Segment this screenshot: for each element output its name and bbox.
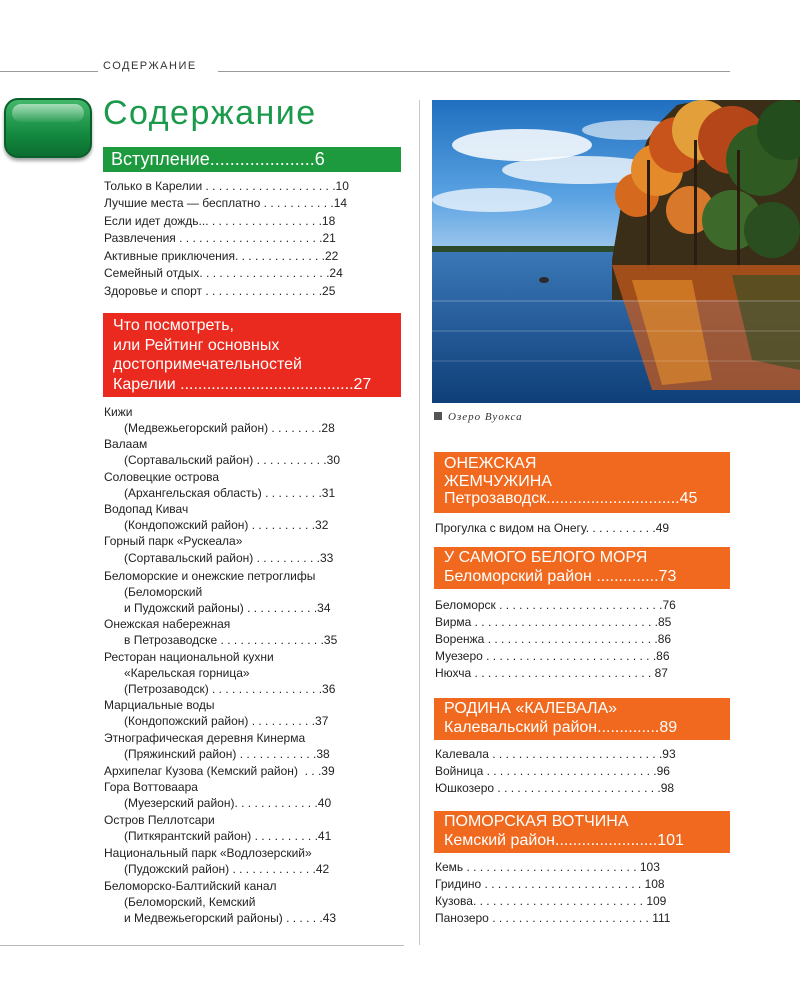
toc-entry[interactable]: Остров Пеллотсари [104, 813, 215, 827]
toc-entry[interactable]: (Сортавальский район) . . . . . . . . . . .30 [104, 453, 340, 467]
toc-entry[interactable]: Гора Воттоваара [104, 780, 198, 794]
toc-entry[interactable]: Здоровье и спорт . . . . . . . . . . . . . . . . . .25 [104, 284, 336, 298]
photo-caption-text: Озеро Вуокса [448, 411, 523, 423]
toc-bar-pomor-line: ПОМОРСКАЯ ВОТЧИНА [444, 813, 629, 830]
toc-bar-intro[interactable] [103, 147, 401, 172]
toc-bar-sights-line: или Рейтинг основных [113, 336, 280, 354]
toc-entry[interactable]: Соловецкие острова [104, 470, 220, 484]
toc-entry[interactable]: Нюхча . . . . . . . . . . . . . . . . . . . . . . . . . . . 87 [435, 666, 668, 680]
toc-entry[interactable]: Водопад Кивач [104, 502, 189, 516]
caption-square-icon [434, 412, 442, 420]
toc-entry[interactable]: Воренжа . . . . . . . . . . . . . . . . . . . . . . . . . .86 [435, 632, 672, 646]
toc-entry[interactable]: Национальный парк «Водлозерский» [104, 846, 312, 860]
toc-entry[interactable]: Беломорск . . . . . . . . . . . . . . . . . . . . . . . . .76 [435, 598, 676, 612]
toc-entry[interactable]: Онежская набережная [104, 617, 231, 631]
toc-bar-sights[interactable] [103, 313, 401, 397]
bottom-rule [0, 945, 404, 946]
toc-entry[interactable]: Муезеро . . . . . . . . . . . . . . . . . . . . . . . . . .86 [435, 649, 670, 663]
toc-entry[interactable]: и Пудожский районы) . . . . . . . . . . .34 [104, 601, 331, 615]
toc-entry[interactable]: Только в Карелии . . . . . . . . . . . . . . . . . . . .10 [104, 179, 349, 193]
toc-entry[interactable]: Этнографическая деревня Кинерма [104, 731, 306, 745]
toc-entry[interactable]: Если идет дождь... . . . . . . . . . . . . . . . . .18 [104, 214, 336, 228]
toc-entry[interactable]: Юшкозеро . . . . . . . . . . . . . . . . . . . . . . . . .98 [435, 781, 675, 795]
toc-entry[interactable]: Беломорско-Балтийский канал [104, 879, 277, 893]
lake-vuoksa-photo [432, 100, 800, 403]
toc-entry[interactable]: (Архангельская область) . . . . . . . . .31 [104, 486, 336, 500]
toc-entry[interactable]: (Кондопожский район) . . . . . . . . . .32 [104, 518, 329, 532]
toc-entry[interactable]: Вирма . . . . . . . . . . . . . . . . . . . . . . . . . . . .85 [435, 615, 672, 629]
toc-entry[interactable]: (Беломорский [104, 585, 203, 599]
header-rule-right [218, 71, 730, 72]
toc-entry[interactable]: (Петрозаводск) . . . . . . . . . . . . . . . . .36 [104, 682, 336, 696]
toc-entry[interactable]: и Медвежьегорский районы) . . . . . .43 [104, 911, 337, 925]
toc-entry[interactable]: (Беломорский, Кемский [104, 895, 256, 909]
toc-bar-sights-line: достопримечательностей [113, 356, 302, 373]
toc-bar-onega-line: ОНЕЖСКАЯ [444, 455, 537, 472]
toc-entry[interactable]: Калевала . . . . . . . . . . . . . . . . . . . . . . . . . .93 [435, 747, 676, 761]
toc-entry[interactable]: Кузова. . . . . . . . . . . . . . . . . . . . . . . . . . 109 [435, 894, 667, 908]
toc-bar-kalevala-line: РОДИНА «КАЛЕВАЛА» [444, 700, 618, 717]
toc-entry[interactable]: Кемь . . . . . . . . . . . . . . . . . . . . . . . . . . 103 [435, 860, 660, 874]
toc-entry[interactable]: (Медвежьегорский район) . . . . . . . .28 [104, 421, 335, 435]
toc-entry[interactable]: Войница . . . . . . . . . . . . . . . . . . . . . . . . . .96 [435, 764, 670, 778]
page-title: Содержание [103, 94, 317, 132]
photo-caption [434, 411, 523, 423]
toc-entry[interactable]: Семейный отдых. . . . . . . . . . . . . . . . . . . .24 [104, 266, 343, 280]
toc-entry[interactable]: Марциальные воды [104, 698, 215, 712]
toc-entry[interactable]: Кижи [104, 405, 133, 419]
toc-entry[interactable]: (Муезерский район). . . . . . . . . . . . .40 [104, 796, 332, 810]
toc-entry[interactable]: Беломорские и онежские петроглифы [104, 569, 316, 583]
toc-entry[interactable]: (Сортавальский район) . . . . . . . . . .33 [104, 551, 334, 565]
toc-entry[interactable]: Ресторан национальной кухни [104, 650, 274, 664]
toc-entry[interactable]: Гридино . . . . . . . . . . . . . . . . . . . . . . . . 108 [435, 877, 665, 891]
toc-bar-onega[interactable] [434, 452, 730, 513]
running-header: СОДЕРЖАНИЕ [103, 60, 197, 72]
toc-bar-sights-line: Карелии .......................................27 [113, 375, 372, 393]
toc-entry[interactable]: Развлечения . . . . . . . . . . . . . . . . . . . . . .21 [104, 231, 336, 245]
toc-bar-white-sea-line: У САМОГО БЕЛОГО МОРЯ [444, 549, 648, 566]
toc-bar-pomor-line: Кемский район.......................101 [444, 831, 684, 849]
toc-entry[interactable]: Валаам [104, 437, 148, 451]
column-divider [419, 100, 420, 945]
toc-entry[interactable]: в Петрозаводске . . . . . . . . . . . . . . . .35 [104, 633, 338, 647]
toc-bar-onega-line: Петрозаводск..............................45 [444, 490, 698, 507]
toc-bar-pomor[interactable] [434, 811, 730, 853]
toc-entry[interactable]: Горный парк «Рускеала» [104, 534, 243, 548]
toc-bar-kalevala-line: Калевальский район..............89 [444, 718, 678, 736]
toc-entry[interactable]: Архипелаг Кузова (Кемский район) . . .39 [104, 764, 335, 778]
toc-bar-intro-label: Вступление.....................6 [111, 149, 325, 169]
toc-entry[interactable]: (Пудожский район) . . . . . . . . . . . . .42 [104, 862, 330, 876]
green-tab-decoration [4, 98, 92, 158]
toc-entry[interactable]: (Кондопожский район) . . . . . . . . . .37 [104, 714, 329, 728]
toc-entry[interactable]: (Пряжинский район) . . . . . . . . . . . .38 [104, 747, 330, 761]
toc-entry[interactable]: Активные приключения. . . . . . . . . . . . . .22 [104, 249, 339, 263]
toc-entry[interactable]: (Питкярантский район) . . . . . . . . . .41 [104, 829, 332, 843]
toc-bar-onega-line: ЖЕМЧУЖИНА [444, 472, 552, 490]
header-rule-left [0, 71, 98, 72]
toc-entry[interactable]: Прогулка с видом на Онегу. . . . . . . . . . .49 [435, 521, 670, 535]
toc-bar-kalevala[interactable] [434, 698, 730, 740]
toc-entry[interactable]: Лучшие места — бесплатно . . . . . . . . . . .14 [104, 196, 348, 210]
toc-bar-white-sea[interactable] [434, 547, 730, 589]
toc-bar-sights-line: Что посмотреть, [113, 317, 234, 334]
toc-bar-white-sea-line: Беломорский район ..............73 [444, 567, 677, 585]
toc-entry[interactable]: Панозеро . . . . . . . . . . . . . . . . . . . . . . . . 111 [435, 911, 671, 925]
toc-entry[interactable]: «Карельская горница» [104, 666, 250, 680]
